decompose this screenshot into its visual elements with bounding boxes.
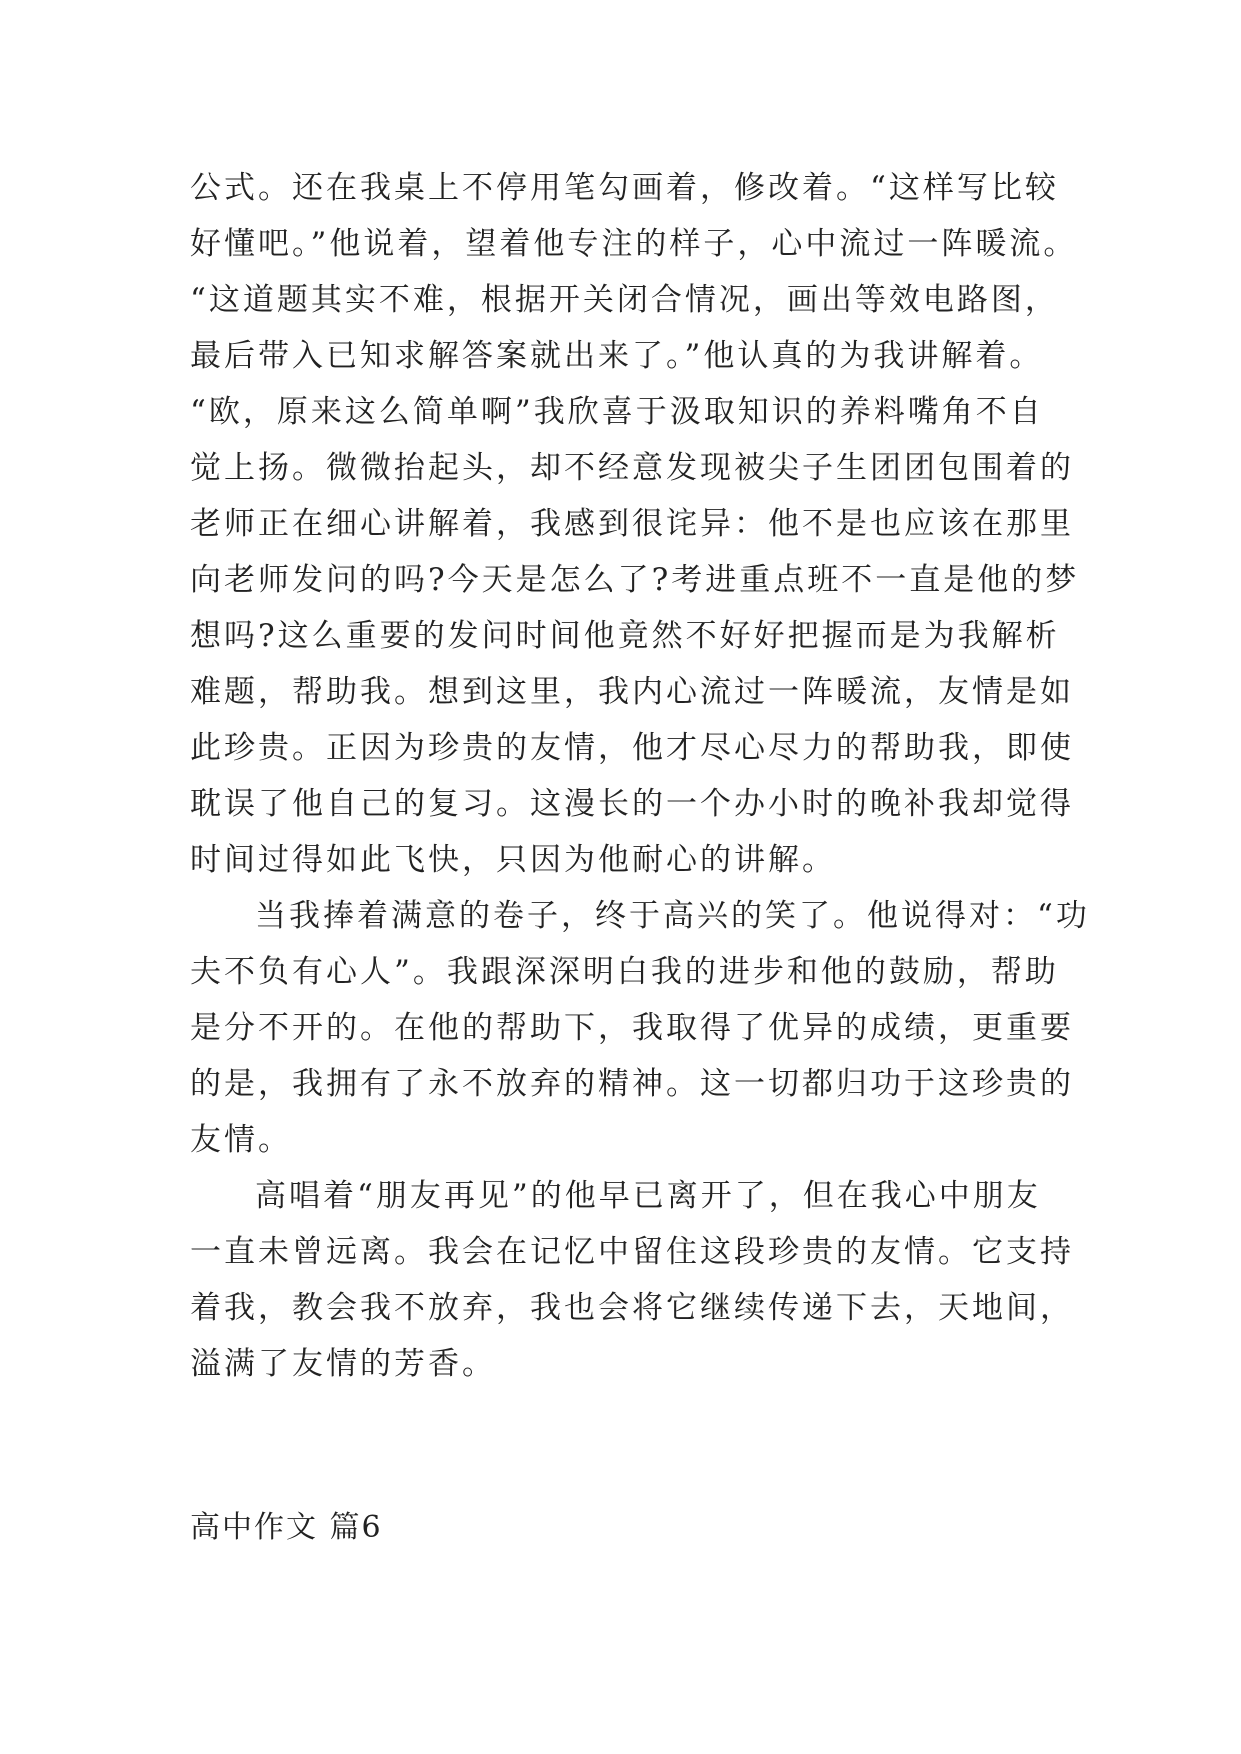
paragraph-1-line-8: 向老师发问的吗?今天是怎么了?考进重点班不一直是他的梦 [190, 562, 1080, 598]
paragraph-1-line-11: 此珍贵。正因为珍贵的友情，他才尽心尽力的帮助我，即使 [190, 730, 1074, 766]
paragraph-3-line-3: 着我，教会我不放弃，我也会将它继续传递下去，天地间， [190, 1290, 1074, 1326]
paragraph-3-line-2: 一直未曾远离。我会在记忆中留住这段珍贵的友情。它支持 [190, 1234, 1074, 1270]
paragraph-3-line-1: 高唱着“朋友再见”的他早已离开了，但在我心中朋友 [255, 1178, 1041, 1214]
paragraph-1-line-7: 老师正在细心讲解着，我感到很诧异：他不是也应该在那里 [190, 506, 1074, 542]
paragraph-1-line-13: 时间过得如此飞快，只因为他耐心的讲解。 [190, 842, 836, 878]
section-heading: 高中作文 篇6 [190, 1510, 383, 1545]
paragraph-2-line-3: 是分不开的。在他的帮助下，我取得了优异的成绩，更重要 [190, 1010, 1074, 1046]
paragraph-1-line-4: 最后带入已知求解答案就出来了。”他认真的为我讲解着。 [190, 338, 1044, 374]
paragraph-2-line-4: 的是，我拥有了永不放弃的精神。这一切都归功于这珍贵的 [190, 1066, 1074, 1102]
paragraph-1-line-1: 公式。还在我桌上不停用笔勾画着，修改着。“这样写比较 [190, 170, 1059, 206]
paragraph-1-line-3: “这道题其实不难，根据开关闭合情况，画出等效电路图， [190, 282, 1059, 318]
paragraph-1-line-12: 耽误了他自己的复习。这漫长的一个办小时的晚补我却觉得 [190, 786, 1074, 822]
paragraph-1-line-10: 难题，帮助我。想到这里，我内心流过一阵暖流，友情是如 [190, 674, 1074, 710]
paragraph-1-line-6: 觉上扬。微微抬起头，却不经意发现被尖子生团团包围着的 [190, 450, 1074, 486]
paragraph-2-line-2: 夫不负有心人”。我跟深深明白我的进步和他的鼓励，帮助 [190, 954, 1059, 990]
paragraph-1-line-9: 想吗?这么重要的发问时间他竟然不好好把握而是为我解析 [190, 618, 1060, 654]
paragraph-3-line-4: 溢满了友情的芳香。 [190, 1346, 496, 1382]
paragraph-1-line-5: “欧，原来这么简单啊”我欣喜于汲取知识的养料嘴角不自 [190, 394, 1044, 430]
paragraph-1-line-2: 好懂吧。”他说着，望着他专注的样子，心中流过一阵暖流。 [190, 226, 1078, 262]
paragraph-2-line-1: 当我捧着满意的卷子，终于高兴的笑了。他说得对：“功 [255, 898, 1090, 934]
paragraph-2-line-5: 友情。 [190, 1122, 292, 1158]
